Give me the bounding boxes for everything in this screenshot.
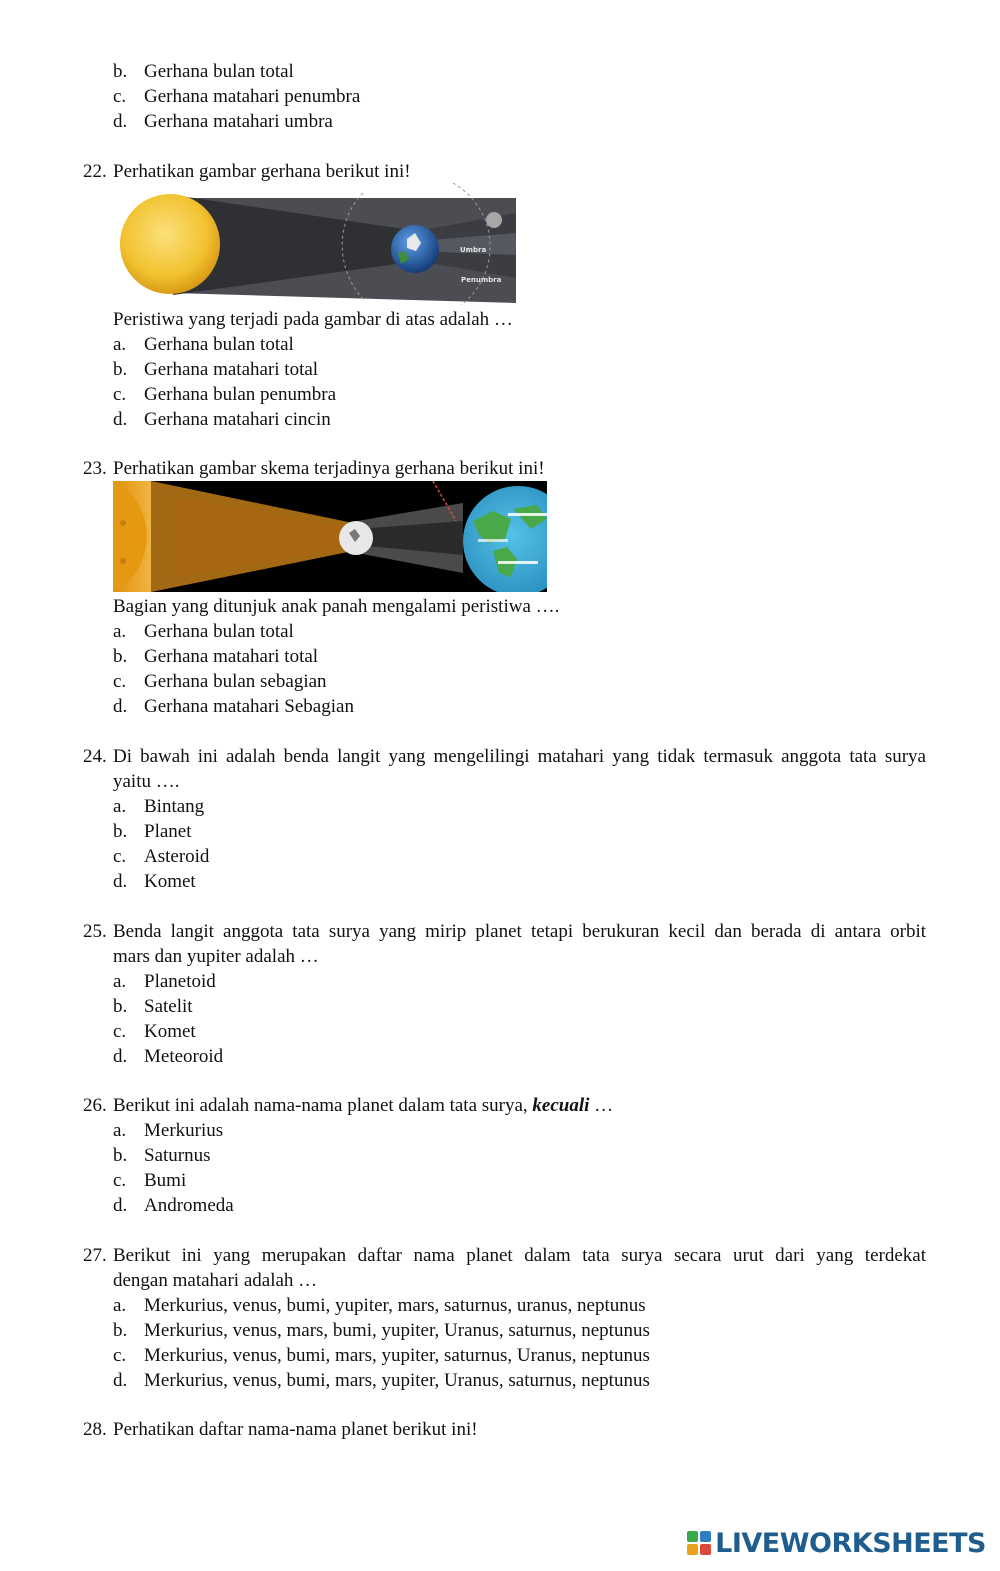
eclipse-diagram-image: [113, 183, 518, 305]
question-number: 27.: [83, 1245, 107, 1266]
umbra-label: Umbra: [460, 246, 487, 254]
question-number: 23.: [83, 458, 107, 479]
question-24-prompt-cont: yaitu ….: [113, 771, 180, 792]
liveworksheets-logo[interactable]: [687, 1525, 986, 1561]
question-22-text: Peristiwa yang terjadi pada gambar di atas adalah …: [113, 309, 513, 330]
question-number: 25.: [83, 921, 107, 942]
question-number: 28.: [83, 1419, 107, 1440]
sun-shape: [120, 194, 220, 294]
question-number: 26.: [83, 1095, 107, 1116]
moon-shape: [486, 212, 502, 228]
brand-name: LIVEWORKSHEETS: [715, 1527, 986, 1559]
penumbra-label: Penumbra: [461, 276, 502, 284]
question-number: 22.: [83, 161, 107, 182]
eclipse-scheme-image: [113, 481, 547, 592]
question-27-prompt-cont: dengan matahari adalah …: [113, 1270, 318, 1291]
emphasis-text: kecuali: [532, 1095, 590, 1116]
worksheet-page: b. Gerhana bulan total c. Gerhana matahari penumbra d. Gerhana matahari umbra 22. Perhatikan gambar gerhana berikut ini! Umbra Penumbra Peristiwa yang terjadi pada gambar di atas adalah … a. Gerhana bulan total b. Gerhana matahari total c. Gerhana bulan penumbra d. Gerhana matahari cincin 23. Perhatikan gambar skema terjadinya gerhana berikut ini! Bagian yang ditunjuk anak panah mengalami peristiwa …. a. Gerhana bulan total b. Gerhana matahari total c. Gerhana bulan sebagian d. Gerhana matahari Sebagian 24. Di bawah ini adalah benda langit yang mengelilingi matahari yang tidak termasuk anggota tata surya yaitu …. a. Bintang b. Planet c. Asteroid d. Komet 25. Benda langit anggota tata surya yang mirip planet tetapi berukuran kecil dan berada di antara orbit mars dan yupiter adalah … a. Planetoid b. Satelit c. Komet d. Meteoroid 26. Berikut ini adalah nama-nama planet dalam tata surya, kecuali … a. Merkurius b. Saturnus c. Bumi d. Andromeda 27. Berikut ini yang merupakan daftar nama planet dalam tata surya secara urut dari yang terdekat dengan matahari adalah … a. Merkurius, venus, bumi, yupiter, mars, saturnus, uranus, neptunus b. Merkurius, venus, mars, bumi, yupiter, Uranus, saturnus, neptunus c. Merkurius, venus, bumi, mars, yupiter, saturnus, Uranus, neptunus d. Merkurius, venus, bumi, mars, yupiter, Uranus, saturnus, neptunus 28. Perhatikan daftar nama-nama planet berikut ini! LIVEWORKSHEETS: [0, 0, 1000, 1571]
logo-icon: [687, 1531, 711, 1555]
question-23-text: Bagian yang ditunjuk anak panah mengalami peristiwa ….: [113, 596, 560, 617]
question-number: 24.: [83, 746, 107, 767]
question-25-prompt-cont: mars dan yupiter adalah …: [113, 946, 319, 967]
